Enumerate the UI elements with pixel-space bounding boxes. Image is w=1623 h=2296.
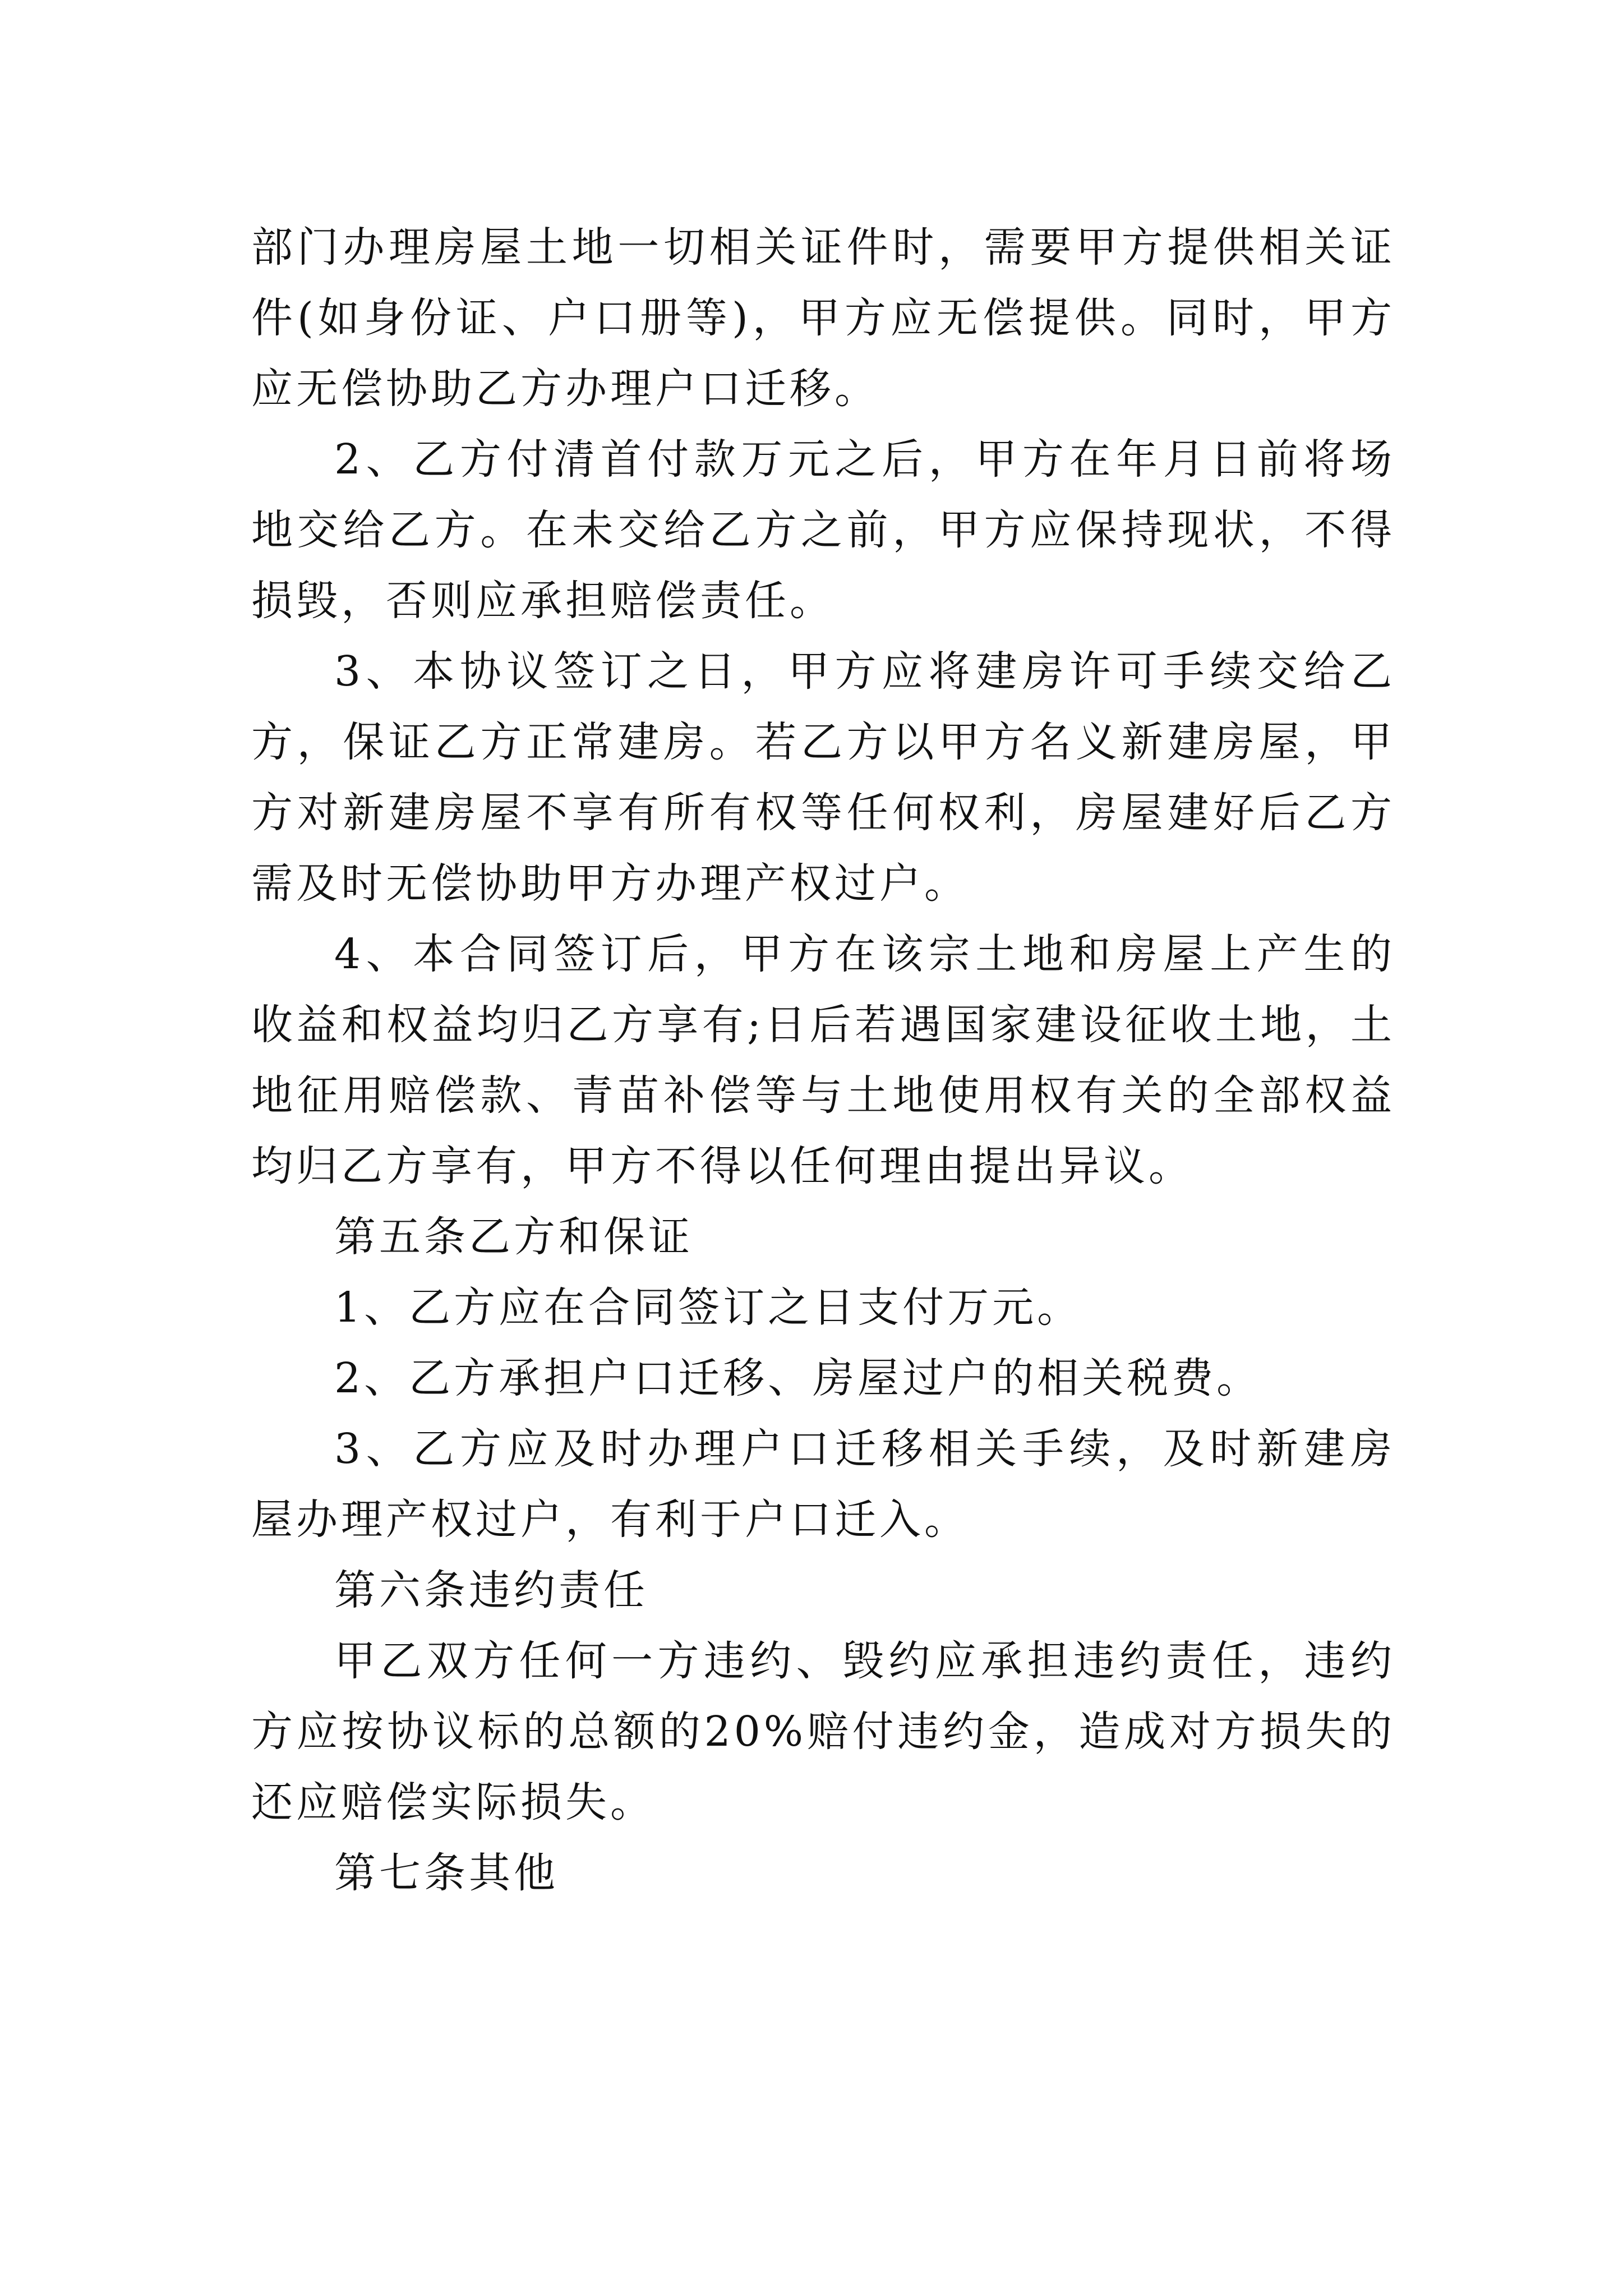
paragraph-clause-2: 2、乙方付清首付款万元之后，甲方在年月日前将场地交给乙方。在未交给乙方之前，甲方应保持现状，不得损毁，否则应承担赔偿责任。 (251, 435, 1395, 625)
section-heading-article-5: 第五条乙方和保证 (334, 1213, 693, 1261)
paragraph-article-5-item-3: 3、乙方应及时办理户口迁移相关手续，及时新建房屋办理产权过户，有利于户口迁入。 (251, 1425, 1395, 1544)
paragraph-clause-3: 3、本协议签订之日，甲方应将建房许可手续交给乙方，保证乙方正常建房。若乙方以甲方名义新建房屋，甲方对新建房屋不享有所有权等任何权利，房屋建好后乙方需及时无偿协助甲方办理产权过户。 (251, 647, 1395, 908)
section-heading-article-7: 第七条其他 (334, 1849, 559, 1897)
paragraph-article-6-body: 甲乙双方任何一方违约、毁约应承担违约责任，违约方应按协议标的总额的20%赔付违约金，造成对方损失的还应赔偿实际损失。 (251, 1637, 1395, 1826)
paragraph-continuation: 部门办理房屋土地一切相关证件时，需要甲方提供相关证件(如身份证、户口册等)，甲方应无偿提供。同时，甲方应无偿协助乙方办理户口迁移。 (251, 223, 1395, 413)
paragraph-clause-4: 4、本合同签订后，甲方在该宗土地和房屋上产生的收益和权益均归乙方享有;日后若遇国家建设征收土地，土地征用赔偿款、青苗补偿等与土地使用权有关的全部权益均归乙方享有，甲方不得以任何理由提出异议。 (251, 930, 1395, 1190)
paragraph-article-5-item-1: 1、乙方应在合同签订之日支付万元。 (334, 1283, 1082, 1332)
document-body (251, 212, 1395, 1908)
section-heading-article-6: 第六条违约责任 (334, 1566, 648, 1614)
paragraph-article-5-item-2: 2、乙方承担户口迁移、房屋过户的相关税费。 (334, 1354, 1262, 1402)
